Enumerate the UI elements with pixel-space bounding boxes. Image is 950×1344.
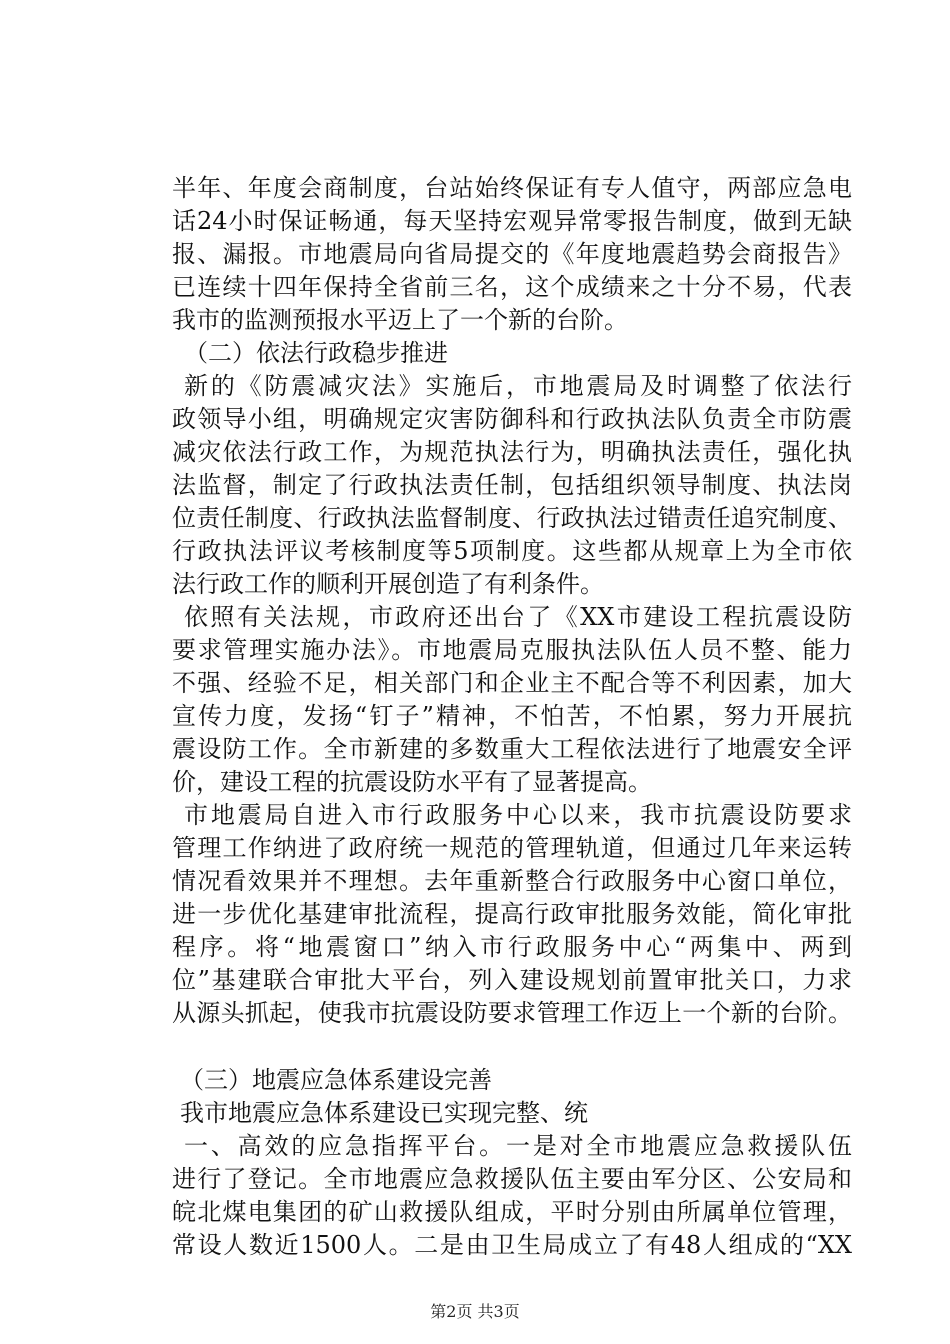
text-line: 常设人数近1500人。二是由卫生局成立了有48人组成的“XX (172, 1231, 852, 1259)
text-line: 震设防工作。全市新建的多数重大工程依法进行了地震安全评 (172, 735, 852, 763)
text-line: 进行了登记。全市地震应急救援队伍主要由军分区、公安局和 (172, 1165, 852, 1193)
text-line: 政领导小组，明确规定灾害防御科和行政执法队负责全市防震 (172, 405, 852, 433)
text-line: 进一步优化基建审批流程，提高行政审批服务效能，简化审批 (172, 900, 852, 928)
text-line: 我市的监测预报水平迈上了一个新的台阶。 (172, 306, 628, 334)
paragraph-first-line: 依照有关法规，市政府还出台了《XX市建设工程抗震设防 (184, 603, 852, 631)
text-line: 要求管理实施办法》。市地震局克服执法队伍人员不整、能力 (172, 636, 852, 664)
text-line: 法监督，制定了行政执法责任制，包括组织领导制度、执法岗 (172, 471, 852, 499)
text-line: 皖北煤电集团的矿山救援队组成，平时分别由所属单位管理， (172, 1198, 852, 1226)
text-line: 管理工作纳进了政府统一规范的管理轨道，但通过几年来运转 (172, 834, 852, 862)
text-line: 减灾依法行政工作，为规范执法行为，明确执法责任，强化执 (172, 438, 852, 466)
paragraph-first-line: 我市地震应急体系建设已实现完整、统 (180, 1099, 588, 1127)
text-line: 价，建设工程的抗震设防水平有了显著提高。 (172, 768, 652, 796)
section-heading: （三）地震应急体系建设完善 (180, 1066, 492, 1094)
text-line: 已连续十四年保持全省前三名，这个成绩来之十分不易，代表 (172, 273, 852, 301)
text-line: 行政执法评议考核制度等5项制度。这些都从规章上为全市依 (172, 537, 852, 565)
text-line: 报、漏报。市地震局向省局提交的《年度地震趋势会商报告》 (172, 240, 852, 268)
paragraph-gap (172, 1030, 852, 1064)
text-line: 不强、经验不足，相关部门和企业主不配合等不利因素，加大 (172, 669, 852, 697)
paragraph-first-line: 新的《防震减灾法》实施后，市地震局及时调整了依法行 (184, 372, 852, 400)
paragraph-first-line: 一、高效的应急指挥平台。一是对全市地震应急救援队伍 (184, 1132, 852, 1160)
text-line: 位责任制度、行政执法监督制度、行政执法过错责任追究制度、 (172, 504, 852, 532)
text-line: 程序。将“地震窗口”纳入市行政服务中心“两集中、两到 (172, 933, 852, 961)
text-line: 半年、年度会商制度，台站始终保证有专人值守，两部应急电 (172, 174, 852, 202)
text-line: 宣传力度，发扬“钉子”精神，不怕苦，不怕累，努力开展抗 (172, 702, 852, 730)
text-line: 法行政工作的顺利开展创造了有利条件。 (172, 570, 604, 598)
page-number-footer: 第2页 共3页 (430, 1302, 520, 1321)
text-line: 位”基建联合审批大平台，列入建设规划前置审批关口，力求 (172, 966, 852, 994)
paragraph-first-line: 市地震局自进入市行政服务中心以来，我市抗震设防要求 (184, 801, 852, 829)
text-line: 从源头抓起，使我市抗震设防要求管理工作迈上一个新的台阶。 (172, 999, 852, 1027)
text-line: 话24小时保证畅通，每天坚持宏观异常零报告制度，做到无缺 (172, 207, 852, 235)
document-body (172, 172, 852, 1262)
text-line: 情况看效果并不理想。去年重新整合行政服务中心窗口单位， (172, 867, 852, 895)
section-heading: （二）依法行政稳步推进 (184, 339, 448, 367)
